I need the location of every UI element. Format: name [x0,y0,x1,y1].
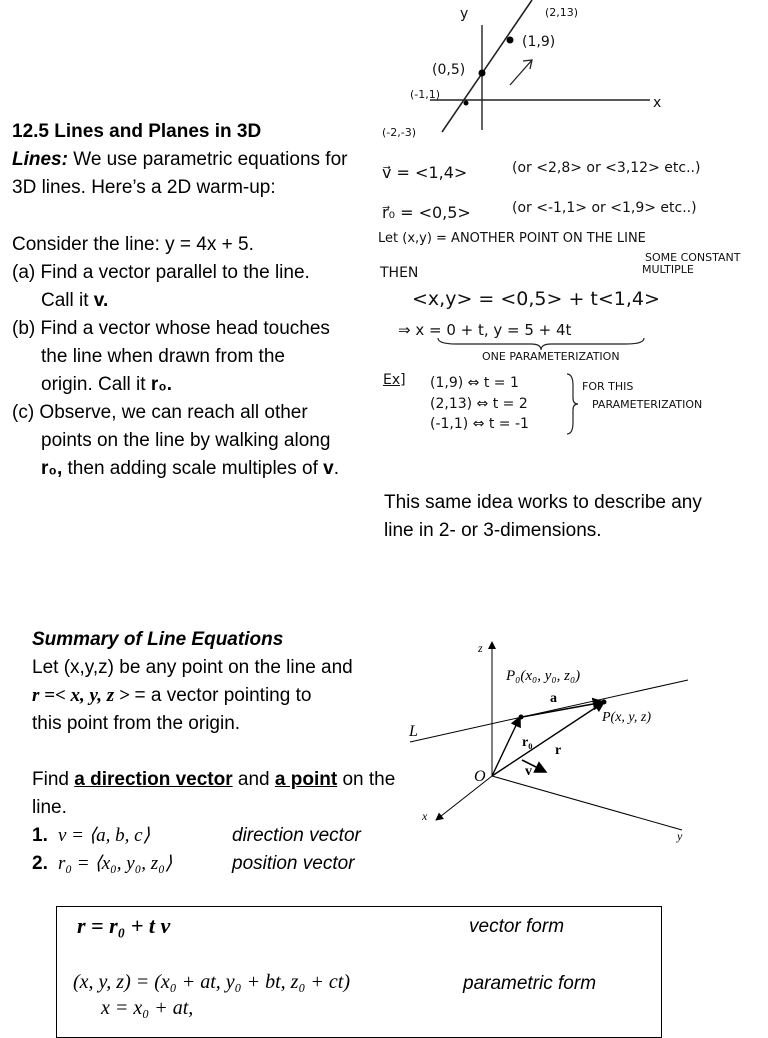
summary-r-def: r =< x, y, z > = a vector pointing to [32,685,312,706]
diagram-P0: P₀(x₀, y₀, z₀) [506,668,581,684]
section-heading: 12.5 Lines and Planes in 3D [12,121,262,142]
diagram-r0: r₀ [522,735,533,750]
eq-parametric: (x, y, z) = (x₀ + at, y₀ + bt, z₀ + ct) [73,971,351,993]
summary-block [32,626,402,878]
note-ex3: (-1,1) ⇔ t = -1 [430,416,529,432]
diagram-r: r [555,743,562,758]
point-0-5 [479,70,486,77]
eq-parametric-label: parametric form [463,973,597,994]
summary-title: Summary of Line Equations [32,629,284,650]
note-ex1: (1,9) ⇔ t = 1 [430,375,519,391]
note-let: Let (x,y) = ANOTHER POINT ON THE LINE [378,231,646,246]
eq-x-component: x = x₀ + at, [101,997,194,1019]
note-vector-eq: <x,y> = <0,5> + t<1,4> [412,288,660,310]
summary-let: Let (x,y,z) be any point on the line and [32,657,353,678]
diagram-a: a [550,691,557,706]
point-m1-1 [464,101,469,106]
note-constant-1: SOME CONSTANT [645,251,741,264]
question-c-cont1: points on the line by walking along [41,430,331,451]
question-c-cont2: r₀, then adding scale multiples of v. [41,458,339,479]
diagram-P: P(x, y, z) [602,710,651,725]
note-ex: Ex] [383,372,406,388]
note-r-vector: r⃗₀ = <0,5> [382,203,471,222]
note-v-vector: v⃗ = <1,4> [382,163,468,182]
diagram-z: z [478,641,483,655]
summary-item-2: 2. r₀ = ⟨x₀, y₀, z₀⟩ position vector [32,853,355,874]
question-b-cont2: origin. Call it r₀. [41,374,173,395]
intro-paragraph [12,146,372,202]
question-b: (b) Find a vector whose head touches [12,318,330,339]
graph-x-label: x [653,95,662,111]
note-one-param: ONE PARAMETERIZATION [482,350,620,363]
consider-line: Consider the line: y = 4x + 5. [12,234,254,255]
note-constant-2: MULTIPLE [642,263,694,276]
diagram-L: L [409,723,418,740]
graph-label-m1-1: (-1,1) [410,88,441,101]
same-idea-note: This same idea works to describe any line in 2- or 3-dimensions. [384,492,702,541]
equations-box [56,906,662,1038]
intro-text: We use parametric equations for 3D lines. Here’s a 2D warm-up: [12,149,348,198]
eq-vector-form: r = r₀ + t v [77,913,171,938]
note-for-this-2: PARAMETERIZATION [592,398,703,411]
diagram-x: x [422,809,428,823]
note-v-alt: (or <2,8> or <3,12> etc..) [512,160,701,176]
note-ex2: (2,13) ⇔ t = 2 [430,396,528,412]
graph-label-1-9: (1,9) [522,34,556,50]
graph-label-0-5: (0,5) [432,62,466,78]
summary-r-def3: this point from the origin. [32,713,241,734]
section-intro [12,118,372,202]
eq-vector-form-label: vector form [469,916,565,937]
summary-find: Find a direction vector and a point on the line. [32,769,396,818]
graph-label-m2-m3: (-2,-3) [382,126,417,139]
note-param-eq: ⇒ x = 0 + t, y = 5 + 4t [398,321,572,339]
question-a: (a) Find a vector parallel to the line. [12,262,310,283]
graph-label-2-13: (2,13) [545,6,579,19]
lines-label: Lines: [12,149,68,170]
warmup-graph [370,0,690,140]
brace-right [565,372,579,436]
graph-y-label: y [460,6,469,22]
note-r-alt: (or <-1,1> or <1,9> etc..) [512,200,697,216]
question-c: (c) Observe, we can reach all other [12,402,308,423]
line-3d-diagram [400,636,700,846]
y-axis [492,776,682,830]
direction-arrow [510,60,532,85]
point-1-9 [507,37,514,44]
summary-item-1: 1. v = ⟨a, b, c⟩ direction vector [32,825,361,846]
question-a-cont: Call it v. [41,290,109,311]
question-b-cont1: the line when drawn from the [41,346,285,367]
warmup-questions [12,231,382,483]
diagram-v: v [525,764,532,779]
diagram-y: y [677,829,683,843]
diagram-O: O [474,768,486,785]
note-for-this-1: FOR THIS [582,380,634,393]
note-then: THEN [380,265,419,281]
